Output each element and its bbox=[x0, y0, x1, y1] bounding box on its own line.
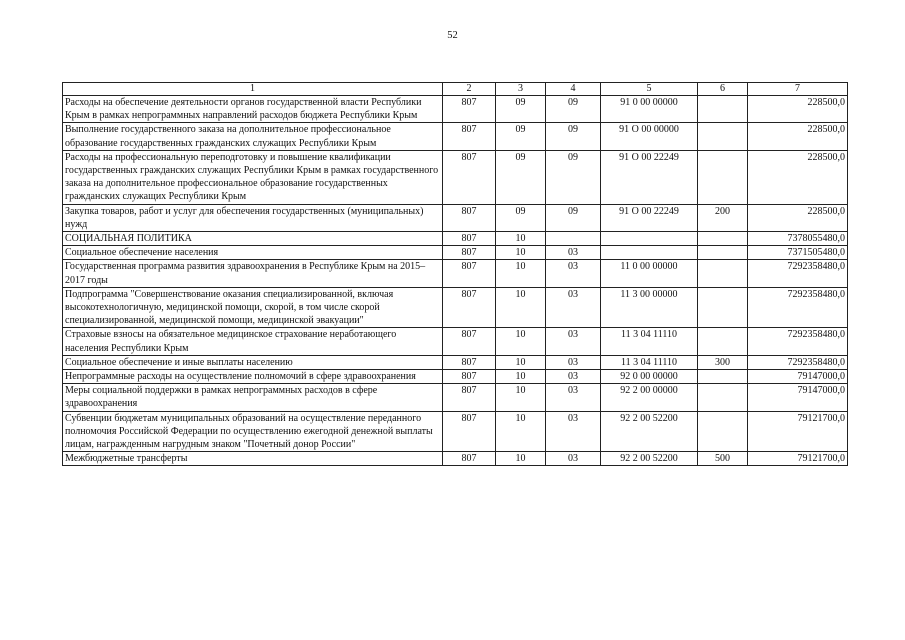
subsection-code-cell: 03 bbox=[546, 355, 601, 369]
subsection-code-cell: 09 bbox=[546, 204, 601, 231]
amount-cell: 79121700,0 bbox=[748, 411, 848, 452]
target-article-cell: 11 3 04 11110 bbox=[601, 355, 698, 369]
expense-type-cell bbox=[698, 328, 748, 355]
target-article-cell bbox=[601, 232, 698, 246]
section-code-cell: 09 bbox=[496, 204, 546, 231]
target-article-cell: 92 2 00 52200 bbox=[601, 411, 698, 452]
expense-type-cell bbox=[698, 384, 748, 411]
expense-name-cell: Выполнение государственного заказа на дополнительное профессиональное образование государственных гражданских служащих Республики Крым bbox=[63, 123, 443, 150]
amount-cell: 7292358480,0 bbox=[748, 287, 848, 328]
expense-type-cell bbox=[698, 260, 748, 287]
department-code-cell: 807 bbox=[443, 96, 496, 123]
column-header: 2 bbox=[443, 83, 496, 96]
column-header: 3 bbox=[496, 83, 546, 96]
department-code-cell: 807 bbox=[443, 260, 496, 287]
table-row bbox=[63, 150, 848, 204]
department-code-cell: 807 bbox=[443, 150, 496, 204]
expense-type-cell bbox=[698, 123, 748, 150]
amount-cell: 228500,0 bbox=[748, 123, 848, 150]
target-article-cell: 11 3 04 11110 bbox=[601, 328, 698, 355]
table-row bbox=[63, 287, 848, 328]
expense-name-cell: Меры социальной поддержки в рамках непрограммных расходов в сфере здравоохранения bbox=[63, 384, 443, 411]
target-article-cell: 91 О 00 22249 bbox=[601, 150, 698, 204]
subsection-code-cell: 03 bbox=[546, 287, 601, 328]
section-code-cell: 09 bbox=[496, 150, 546, 204]
target-article-cell: 92 0 00 00000 bbox=[601, 370, 698, 384]
table-row bbox=[63, 96, 848, 123]
department-code-cell: 807 bbox=[443, 370, 496, 384]
table-row bbox=[63, 260, 848, 287]
column-header: 7 bbox=[748, 83, 848, 96]
expense-type-cell bbox=[698, 411, 748, 452]
column-header: 4 bbox=[546, 83, 601, 96]
department-code-cell: 807 bbox=[443, 384, 496, 411]
section-code-cell: 10 bbox=[496, 328, 546, 355]
expense-name-cell: Государственная программа развития здравоохранения в Республике Крым на 2015–2017 годы bbox=[63, 260, 443, 287]
expense-name-cell: Подпрограмма "Совершенствование оказания специализированной, включая высокотехнологичную, медицинской помощи, скорой, в том числе скорой специализированной, медицинской помощи, медицинской эвакуации" bbox=[63, 287, 443, 328]
table-row bbox=[63, 328, 848, 355]
department-code-cell: 807 bbox=[443, 411, 496, 452]
target-article-cell: 11 0 00 00000 bbox=[601, 260, 698, 287]
target-article-cell: 92 2 00 00000 bbox=[601, 384, 698, 411]
page-number: 52 bbox=[447, 30, 458, 41]
column-header: 6 bbox=[698, 83, 748, 96]
target-article-cell: 91 0 00 00000 bbox=[601, 96, 698, 123]
expense-name-cell: СОЦИАЛЬНАЯ ПОЛИТИКА bbox=[63, 232, 443, 246]
amount-cell: 79147000,0 bbox=[748, 384, 848, 411]
target-article-cell: 92 2 00 52200 bbox=[601, 452, 698, 466]
department-code-cell: 807 bbox=[443, 123, 496, 150]
expense-type-cell: 200 bbox=[698, 204, 748, 231]
subsection-code-cell: 03 bbox=[546, 384, 601, 411]
expense-type-cell: 500 bbox=[698, 452, 748, 466]
section-code-cell: 10 bbox=[496, 287, 546, 328]
amount-cell: 228500,0 bbox=[748, 150, 848, 204]
table-body bbox=[63, 96, 848, 466]
table-row bbox=[63, 204, 848, 231]
table-row bbox=[63, 123, 848, 150]
amount-cell: 7292358480,0 bbox=[748, 328, 848, 355]
section-code-cell: 10 bbox=[496, 232, 546, 246]
department-code-cell: 807 bbox=[443, 232, 496, 246]
table-row bbox=[63, 370, 848, 384]
expense-name-cell: Закупка товаров, работ и услуг для обеспечения государственных (муниципальных) нужд bbox=[63, 204, 443, 231]
table-row bbox=[63, 384, 848, 411]
amount-cell: 7371505480,0 bbox=[748, 246, 848, 260]
subsection-code-cell: 09 bbox=[546, 96, 601, 123]
subsection-code-cell: 03 bbox=[546, 452, 601, 466]
expense-type-cell bbox=[698, 150, 748, 204]
table-row bbox=[63, 411, 848, 452]
expense-type-cell bbox=[698, 232, 748, 246]
table-row bbox=[63, 232, 848, 246]
subsection-code-cell: 09 bbox=[546, 123, 601, 150]
subsection-code-cell: 03 bbox=[546, 411, 601, 452]
amount-cell: 79147000,0 bbox=[748, 370, 848, 384]
section-code-cell: 09 bbox=[496, 123, 546, 150]
expense-name-cell: Социальное обеспечение и иные выплаты населению bbox=[63, 355, 443, 369]
amount-cell: 228500,0 bbox=[748, 96, 848, 123]
amount-cell: 79121700,0 bbox=[748, 452, 848, 466]
section-code-cell: 10 bbox=[496, 411, 546, 452]
expense-type-cell bbox=[698, 246, 748, 260]
table-row bbox=[63, 246, 848, 260]
target-article-cell: 91 О 00 22249 bbox=[601, 204, 698, 231]
expense-name-cell: Непрограммные расходы на осуществление полномочий в сфере здравоохранения bbox=[63, 370, 443, 384]
subsection-code-cell: 03 bbox=[546, 328, 601, 355]
department-code-cell: 807 bbox=[443, 452, 496, 466]
section-code-cell: 10 bbox=[496, 260, 546, 287]
amount-cell: 7292358480,0 bbox=[748, 355, 848, 369]
expense-type-cell bbox=[698, 287, 748, 328]
expense-name-cell: Межбюджетные трансферты bbox=[63, 452, 443, 466]
section-code-cell: 10 bbox=[496, 452, 546, 466]
amount-cell: 7292358480,0 bbox=[748, 260, 848, 287]
section-code-cell: 10 bbox=[496, 370, 546, 384]
expense-name-cell: Расходы на профессиональную переподготовку и повышение квалификации государственных гражданских служащих Республики Крым в рамках государственного заказа на дополнительное профессиональное образование государственных гражданских служащих Республики Крым bbox=[63, 150, 443, 204]
target-article-cell bbox=[601, 246, 698, 260]
subsection-code-cell: 03 bbox=[546, 260, 601, 287]
budget-table bbox=[62, 82, 848, 466]
expense-type-cell bbox=[698, 370, 748, 384]
section-code-cell: 10 bbox=[496, 246, 546, 260]
subsection-code-cell: 03 bbox=[546, 246, 601, 260]
target-article-cell: 11 3 00 00000 bbox=[601, 287, 698, 328]
table-row bbox=[63, 452, 848, 466]
table-row bbox=[63, 355, 848, 369]
amount-cell: 7378055480,0 bbox=[748, 232, 848, 246]
column-header: 1 bbox=[63, 83, 443, 96]
expense-name-cell: Социальное обеспечение населения bbox=[63, 246, 443, 260]
department-code-cell: 807 bbox=[443, 328, 496, 355]
department-code-cell: 807 bbox=[443, 355, 496, 369]
header-row bbox=[63, 83, 848, 96]
column-header: 5 bbox=[601, 83, 698, 96]
target-article-cell: 91 О 00 00000 bbox=[601, 123, 698, 150]
expense-name-cell: Расходы на обеспечение деятельности органов государственной власти Республики Крым в рамках непрограммных направлений расходов бюджета Республики Крым bbox=[63, 96, 443, 123]
department-code-cell: 807 bbox=[443, 204, 496, 231]
section-code-cell: 10 bbox=[496, 384, 546, 411]
subsection-code-cell: 03 bbox=[546, 370, 601, 384]
section-code-cell: 10 bbox=[496, 355, 546, 369]
expense-type-cell bbox=[698, 96, 748, 123]
expense-name-cell: Субвенции бюджетам муниципальных образований на осуществление переданного полномочия Российской Федерации по осуществлению ежегодной денежной выплаты лицам, награжденным нагрудным знаком "Почетный донор России" bbox=[63, 411, 443, 452]
amount-cell: 228500,0 bbox=[748, 204, 848, 231]
expense-name-cell: Страховые взносы на обязательное медицинское страхование неработающего населения Республики Крым bbox=[63, 328, 443, 355]
department-code-cell: 807 bbox=[443, 246, 496, 260]
expense-type-cell: 300 bbox=[698, 355, 748, 369]
department-code-cell: 807 bbox=[443, 287, 496, 328]
subsection-code-cell: 09 bbox=[546, 150, 601, 204]
section-code-cell: 09 bbox=[496, 96, 546, 123]
subsection-code-cell bbox=[546, 232, 601, 246]
